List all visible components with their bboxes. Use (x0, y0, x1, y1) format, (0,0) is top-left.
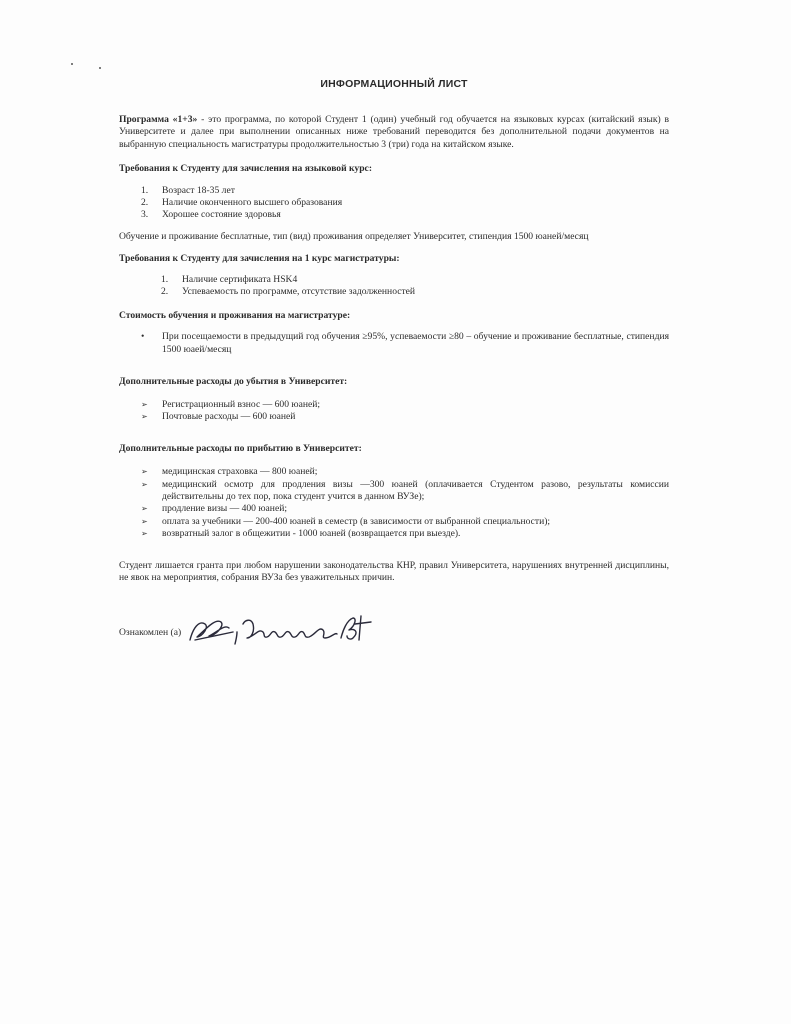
list-item-text: Регистрационный взнос — 600 юаней; (162, 398, 321, 410)
scan-speck (99, 67, 101, 69)
after-arrival-list (141, 466, 669, 541)
language-course-note: Обучение и проживание бесплатные, тип (вид) проживания определяет Университет, стипендия 1500 юаней/месяц (119, 230, 589, 242)
arrow-bullet-icon: ➢ (141, 516, 148, 526)
list-item (141, 331, 669, 356)
signature-block (119, 610, 419, 650)
intro-paragraph (119, 114, 669, 151)
list-item (141, 503, 669, 515)
before-departure-heading: Дополнительные расходы до убытия в Университет: (119, 376, 348, 388)
signature-label: Ознакомлен (а) (119, 627, 182, 638)
list-item-text: продление визы — 400 юаней; (162, 503, 287, 515)
language-course-requirements (141, 185, 669, 222)
list-item-text: Успеваемость по программе, отсутствие задолженностей (182, 286, 416, 298)
list-marker: 2. (161, 286, 169, 298)
list-item (161, 274, 669, 286)
cost-heading: Стоимость обучения и проживания на магистратуре: (119, 309, 351, 321)
list-item-text: Почтовые расходы — 600 юаней (162, 411, 296, 423)
arrow-bullet-icon: ➢ (141, 399, 148, 409)
scan-speck (71, 63, 73, 65)
list-item (141, 185, 669, 197)
list-item-text: Наличие сертификата HSK4 (182, 273, 298, 285)
list-item (141, 528, 669, 540)
bullet-icon: • (141, 331, 145, 343)
document-body (119, 78, 669, 585)
list-item (141, 516, 669, 528)
language-course-heading: Требования к Студенту для зачисления на языковой курс: (119, 163, 373, 175)
list-item (141, 399, 669, 411)
list-item (141, 466, 669, 478)
intro-text: - это программа, по которой Студент 1 (один) учебный год обучается на языковых курсах (китайский язык) в Университете и далее при выполнении описанных ниже требований переводится без дополнительной подачи документов на выбранную специальность магистратуры продолжительностью 3 (три) года на китайском языке. (119, 113, 670, 150)
after-arrival-heading: Дополнительные расходы по прибытию в Университет: (119, 442, 362, 454)
list-item (141, 479, 669, 504)
program-name: Программа «1+3» (119, 113, 198, 125)
list-item-text: Наличие оконченного высшего образования (162, 196, 343, 208)
list-item (161, 286, 669, 298)
list-item-text: оплата за учебники — 200-400 юаней в семестр (в зависимости от выбранной специальности); (162, 515, 551, 527)
list-item-text: медицинский осмотр для продления визы —300 юаней (оплачивается Студентом разово, результаты комиссии действительны до тех пор, пока студент учится в данном ВУЗе); (162, 478, 669, 503)
list-marker: 1. (141, 184, 149, 196)
list-item-text: Возраст 18-35 лет (162, 184, 235, 196)
list-item (141, 209, 669, 221)
list-item-text: Хорошее состояние здоровья (162, 209, 281, 221)
list-item-text: медицинская страховка — 800 юаней; (162, 466, 318, 478)
list-marker: 2. (141, 196, 149, 208)
list-marker: 1. (161, 273, 169, 285)
closing-paragraph: Студент лишается гранта при любом нарушении законодательства КНР, правил Университета, нарушениях внутренней дисциплины, не явок на мероприятия, собрания ВУЗа без уважительных причин. (119, 559, 669, 584)
list-item-text: При посещаемости в предыдущий год обучения ≥95%, успеваемости ≥80 – обучение и проживание бесплатные, стипендия 1500 юаей/месяц (162, 331, 669, 355)
list-item (141, 197, 669, 209)
arrow-bullet-icon: ➢ (141, 529, 148, 539)
list-marker: 3. (141, 209, 149, 221)
document-title: ИНФОРМАЦИОННЫЙ ЛИСТ (320, 78, 468, 90)
arrow-bullet-icon: ➢ (141, 412, 148, 422)
cost-list (141, 331, 669, 356)
masters-requirements (161, 274, 669, 299)
masters-heading: Требования к Студенту для зачисления на 1 курс магистратуры: (119, 253, 400, 265)
handwritten-signature (185, 610, 485, 650)
arrow-bullet-icon: ➢ (141, 479, 148, 489)
before-departure-list (141, 399, 669, 424)
arrow-bullet-icon: ➢ (141, 467, 148, 477)
list-item (141, 411, 669, 423)
list-item-text: возвратный залог в общежитии - 1000 юаней (возвращается при выезде). (162, 528, 461, 540)
arrow-bullet-icon: ➢ (141, 504, 148, 514)
